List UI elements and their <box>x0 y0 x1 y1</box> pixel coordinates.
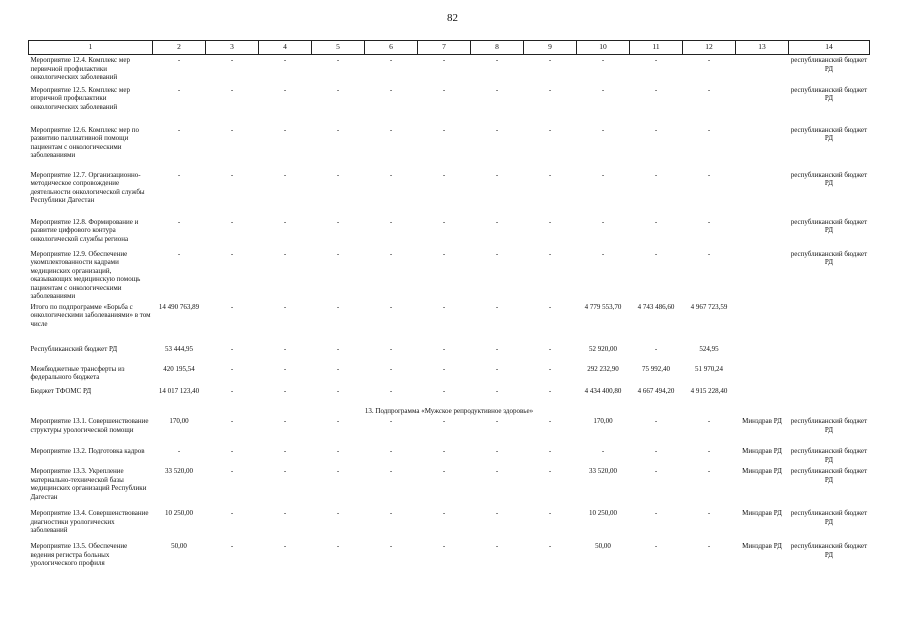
value-cell: - <box>283 447 287 455</box>
value-cell: - <box>495 217 499 226</box>
value-cell: - <box>442 417 446 425</box>
executor-cell <box>736 125 789 170</box>
row-name: Мероприятие 12.9. Обеспечение укомплектованности кадрами медицинских организаций, оказывающих медицинскую помощь пациентам с онкологическими заболеваниями <box>30 249 141 300</box>
value-cell: - <box>548 170 552 179</box>
value-cell: - <box>707 447 711 455</box>
funding-source-cell: республиканский бюджет РД <box>790 417 868 434</box>
table-row <box>29 85 870 125</box>
funding-source-cell: республиканский бюджет РД <box>790 249 868 266</box>
executor-cell <box>736 302 789 344</box>
value-cell: - <box>389 344 393 353</box>
table-row <box>29 249 870 302</box>
row-name: Мероприятие 13.3. Укрепление материально-технической базы медицинских организаций Республики Дагестан <box>30 467 147 501</box>
value-cell: - <box>230 467 234 475</box>
value-cell: - <box>654 467 658 475</box>
value-cell: 4 434 400,80 <box>584 386 622 395</box>
value-cell: - <box>283 249 287 258</box>
value-cell: - <box>442 217 446 226</box>
column-header: 11 <box>630 41 683 55</box>
value-cell: 75 992,40 <box>642 364 670 373</box>
value-cell: 170,00 <box>169 417 189 425</box>
value-cell: - <box>495 125 499 134</box>
value-cell: - <box>283 85 287 94</box>
table-row <box>29 125 870 170</box>
value-cell: - <box>230 364 234 373</box>
executor-cell: Минздрав РД <box>742 467 782 475</box>
value-cell: - <box>548 217 552 226</box>
value-cell: - <box>230 447 234 455</box>
column-header: 14 <box>789 41 870 55</box>
executor-cell <box>736 55 789 85</box>
funding-source-cell: республиканский бюджет РД <box>790 217 868 234</box>
value-cell: - <box>336 417 340 425</box>
value-cell: - <box>177 217 181 226</box>
value-cell: - <box>442 170 446 179</box>
row-name: Мероприятие 12.4. Комплекс мер первичной профилактики онкологических заболеваний <box>30 56 130 81</box>
value-cell: - <box>495 170 499 179</box>
value-cell: - <box>442 249 446 258</box>
funding-source-cell: республиканский бюджет РД <box>790 467 868 484</box>
value-cell: - <box>707 542 711 550</box>
column-header: 1 <box>29 41 153 55</box>
value-cell: - <box>336 56 340 64</box>
funding-source-cell: республиканский бюджет РД <box>790 56 868 73</box>
value-cell: - <box>495 364 499 373</box>
value-cell: - <box>230 56 234 64</box>
page-number: 82 <box>447 12 458 24</box>
value-cell: - <box>283 364 287 373</box>
value-cell: - <box>283 417 287 425</box>
value-cell: - <box>389 386 393 395</box>
value-cell: - <box>230 85 234 94</box>
value-cell: - <box>548 85 552 94</box>
value-cell: 4 779 553,70 <box>584 302 622 311</box>
value-cell: - <box>230 302 234 311</box>
table-row <box>29 416 870 446</box>
row-name: Бюджет ТФОМС РД <box>30 386 92 395</box>
value-cell: - <box>389 85 393 94</box>
value-cell: - <box>389 364 393 373</box>
value-cell: - <box>495 302 499 311</box>
value-cell: - <box>601 170 605 179</box>
executor-cell <box>736 364 789 386</box>
value-cell: 33 520,00 <box>589 467 617 475</box>
row-name: Итого по подпрограмме «Борьба с онкологическими заболеваниями» в том числе <box>30 302 151 328</box>
column-header: 13 <box>736 41 789 55</box>
value-cell: - <box>177 85 181 94</box>
column-header: 10 <box>577 41 630 55</box>
value-cell: - <box>442 125 446 134</box>
value-cell: - <box>442 467 446 475</box>
column-header: 12 <box>683 41 736 55</box>
value-cell: - <box>601 85 605 94</box>
value-cell: 52 920,00 <box>589 344 617 353</box>
table-body-subprogram-12 <box>29 55 870 406</box>
column-header: 5 <box>312 41 365 55</box>
value-cell: - <box>654 509 658 517</box>
row-name: Мероприятие 13.1. Совершенствование структуры урологической помощи <box>30 417 149 434</box>
value-cell: - <box>707 509 711 517</box>
value-cell: - <box>654 85 658 94</box>
column-header: 8 <box>471 41 524 55</box>
section-header <box>29 406 870 417</box>
value-cell: - <box>336 217 340 226</box>
value-cell: 10 250,00 <box>589 509 617 517</box>
value-cell: - <box>283 217 287 226</box>
row-name: Мероприятие 12.5. Комплекс мер вторичной профилактики онкологических заболеваний <box>30 85 130 111</box>
value-cell: - <box>336 447 340 455</box>
value-cell: - <box>389 56 393 64</box>
value-cell: - <box>654 170 658 179</box>
row-name: Мероприятие 12.8. Формирование и развитие цифрового контура онкологической службы региона <box>30 217 139 243</box>
funding-source-cell: республиканский бюджет РД <box>790 170 868 187</box>
table-header <box>29 41 870 55</box>
value-cell: 14 017 123,40 <box>158 386 200 395</box>
value-cell: - <box>177 249 181 258</box>
value-cell: - <box>654 125 658 134</box>
table-row <box>29 541 870 571</box>
value-cell: - <box>336 364 340 373</box>
column-header: 9 <box>524 41 577 55</box>
value-cell: 170,00 <box>593 417 613 425</box>
value-cell: - <box>601 125 605 134</box>
value-cell: - <box>336 542 340 550</box>
value-cell: - <box>336 170 340 179</box>
value-cell: 420 195,54 <box>163 364 195 373</box>
value-cell: - <box>548 249 552 258</box>
value-cell: - <box>601 249 605 258</box>
value-cell: - <box>177 125 181 134</box>
funding-source-cell <box>789 302 870 344</box>
row-name: Мероприятие 12.7. Организационно-методическое сопровождение деятельности онкологической службы Республики Дагестан <box>30 170 145 204</box>
value-cell: - <box>707 56 711 64</box>
value-cell: - <box>442 447 446 455</box>
column-header: 4 <box>259 41 312 55</box>
value-cell: - <box>283 386 287 395</box>
value-cell: - <box>230 386 234 395</box>
value-cell: - <box>283 509 287 517</box>
column-header: 7 <box>418 41 471 55</box>
value-cell: - <box>283 56 287 64</box>
value-cell: - <box>389 509 393 517</box>
value-cell: - <box>336 125 340 134</box>
value-cell: - <box>601 217 605 226</box>
value-cell: - <box>389 447 393 455</box>
executor-cell <box>736 85 789 125</box>
value-cell: - <box>230 417 234 425</box>
value-cell: - <box>495 417 499 425</box>
value-cell: - <box>389 302 393 311</box>
value-cell: - <box>548 56 552 64</box>
value-cell: 4 743 486,60 <box>637 302 675 311</box>
value-cell: - <box>283 542 287 550</box>
value-cell: - <box>548 364 552 373</box>
value-cell: - <box>389 542 393 550</box>
value-cell: - <box>442 509 446 517</box>
value-cell: - <box>230 542 234 550</box>
value-cell: - <box>442 302 446 311</box>
executor-cell <box>736 249 789 302</box>
value-cell: - <box>336 509 340 517</box>
executor-cell <box>736 170 789 217</box>
executor-cell: Минздрав РД <box>742 447 782 455</box>
row-name: Мероприятие 13.5. Обеспечение ведения регистра больных урологического профиля <box>30 542 128 567</box>
value-cell: - <box>601 447 605 455</box>
table-row <box>29 466 870 508</box>
value-cell: - <box>283 344 287 353</box>
value-cell: 33 520,00 <box>165 467 193 475</box>
value-cell: - <box>442 85 446 94</box>
value-cell: 50,00 <box>171 542 187 550</box>
row-name: Мероприятие 12.6. Комплекс мер по развитию паллиативной помощи пациентам с онкологическими заболеваниями <box>30 125 139 159</box>
value-cell: - <box>336 249 340 258</box>
value-cell: - <box>707 125 711 134</box>
value-cell: - <box>495 509 499 517</box>
table-row <box>29 170 870 217</box>
value-cell: - <box>230 344 234 353</box>
table-row <box>29 55 870 85</box>
value-cell: - <box>442 344 446 353</box>
value-cell: - <box>283 125 287 134</box>
value-cell: - <box>389 249 393 258</box>
value-cell: - <box>336 85 340 94</box>
value-cell: - <box>177 447 181 455</box>
value-cell: - <box>495 386 499 395</box>
value-cell: - <box>283 302 287 311</box>
value-cell: - <box>495 542 499 550</box>
value-cell: - <box>654 217 658 226</box>
value-cell: - <box>548 302 552 311</box>
value-cell: - <box>495 344 499 353</box>
value-cell: - <box>389 125 393 134</box>
section-title: 13. Подпрограмма «Мужское репродуктивное здоровье» <box>364 406 534 415</box>
value-cell: 51 970,24 <box>695 364 723 373</box>
column-header: 3 <box>206 41 259 55</box>
table-row <box>29 508 870 541</box>
row-name: Межбюджетные трансферты из федерального бюджета <box>30 364 125 381</box>
value-cell: - <box>495 85 499 94</box>
funding-source-cell: республиканский бюджет РД <box>790 125 868 142</box>
value-cell: - <box>654 447 658 455</box>
funding-source-cell <box>789 364 870 386</box>
row-name: Республиканский бюджет РД <box>30 344 118 353</box>
table-body-subprogram-13 <box>29 416 870 571</box>
value-cell: - <box>548 417 552 425</box>
value-cell: 4 667 494,20 <box>637 386 675 395</box>
value-cell: - <box>601 56 605 64</box>
value-cell: 50,00 <box>595 542 611 550</box>
value-cell: - <box>495 447 499 455</box>
value-cell: - <box>548 542 552 550</box>
value-cell: - <box>548 344 552 353</box>
value-cell: - <box>707 249 711 258</box>
value-cell: - <box>230 509 234 517</box>
value-cell: - <box>230 170 234 179</box>
table-row <box>29 217 870 249</box>
value-cell: - <box>389 217 393 226</box>
value-cell: 10 250,00 <box>165 509 193 517</box>
executor-cell: Минздрав РД <box>742 417 782 425</box>
program-table <box>28 40 870 571</box>
value-cell: - <box>283 170 287 179</box>
executor-cell <box>736 217 789 249</box>
value-cell: - <box>654 56 658 64</box>
value-cell: - <box>336 467 340 475</box>
value-cell: - <box>495 249 499 258</box>
value-cell: - <box>654 542 658 550</box>
value-cell: - <box>548 447 552 455</box>
value-cell: - <box>548 509 552 517</box>
value-cell: - <box>389 467 393 475</box>
value-cell: - <box>548 386 552 395</box>
executor-cell: Минздрав РД <box>742 509 782 517</box>
funding-source-cell <box>789 344 870 364</box>
table-row <box>29 386 870 406</box>
value-cell: - <box>548 467 552 475</box>
row-name: Мероприятие 13.2. Подготовка кадров <box>30 447 145 455</box>
value-cell: - <box>654 417 658 425</box>
column-header: 6 <box>365 41 418 55</box>
funding-source-cell <box>789 386 870 406</box>
value-cell: - <box>177 170 181 179</box>
executor-cell <box>736 344 789 364</box>
value-cell: - <box>336 302 340 311</box>
value-cell: - <box>336 386 340 395</box>
value-cell: - <box>654 344 658 353</box>
value-cell: - <box>707 417 711 425</box>
value-cell: - <box>230 217 234 226</box>
value-cell: - <box>442 56 446 64</box>
value-cell: - <box>442 386 446 395</box>
table-row <box>29 344 870 364</box>
executor-cell: Минздрав РД <box>742 542 782 550</box>
table-row <box>29 446 870 466</box>
funding-source-cell: республиканский бюджет РД <box>790 85 868 102</box>
value-cell: 292 232,90 <box>587 364 619 373</box>
column-header: 2 <box>153 41 206 55</box>
value-cell: - <box>495 467 499 475</box>
row-name: Мероприятие 13.4. Совершенствование диагностики урологических заболеваний <box>30 509 149 534</box>
value-cell: - <box>283 467 287 475</box>
value-cell: 4 967 723,59 <box>690 302 728 311</box>
value-cell: - <box>707 170 711 179</box>
table-row <box>29 364 870 386</box>
funding-source-cell: республиканский бюджет РД <box>790 542 868 559</box>
value-cell: 4 915 228,40 <box>690 386 728 395</box>
value-cell: 53 444,95 <box>165 344 193 353</box>
value-cell: - <box>442 542 446 550</box>
value-cell: - <box>336 344 340 353</box>
funding-source-cell: республиканский бюджет РД <box>790 447 868 464</box>
value-cell: - <box>230 249 234 258</box>
value-cell: - <box>177 56 181 64</box>
value-cell: - <box>389 417 393 425</box>
value-cell: - <box>654 249 658 258</box>
value-cell: 14 490 763,89 <box>158 302 200 311</box>
value-cell: - <box>707 467 711 475</box>
table-row <box>29 302 870 344</box>
executor-cell <box>736 386 789 406</box>
funding-source-cell: республиканский бюджет РД <box>790 509 868 526</box>
value-cell: - <box>389 170 393 179</box>
value-cell: - <box>230 125 234 134</box>
value-cell: - <box>707 85 711 94</box>
value-cell: - <box>442 364 446 373</box>
value-cell: - <box>707 217 711 226</box>
value-cell: - <box>495 56 499 64</box>
value-cell: - <box>548 125 552 134</box>
value-cell: 524,95 <box>699 344 719 353</box>
